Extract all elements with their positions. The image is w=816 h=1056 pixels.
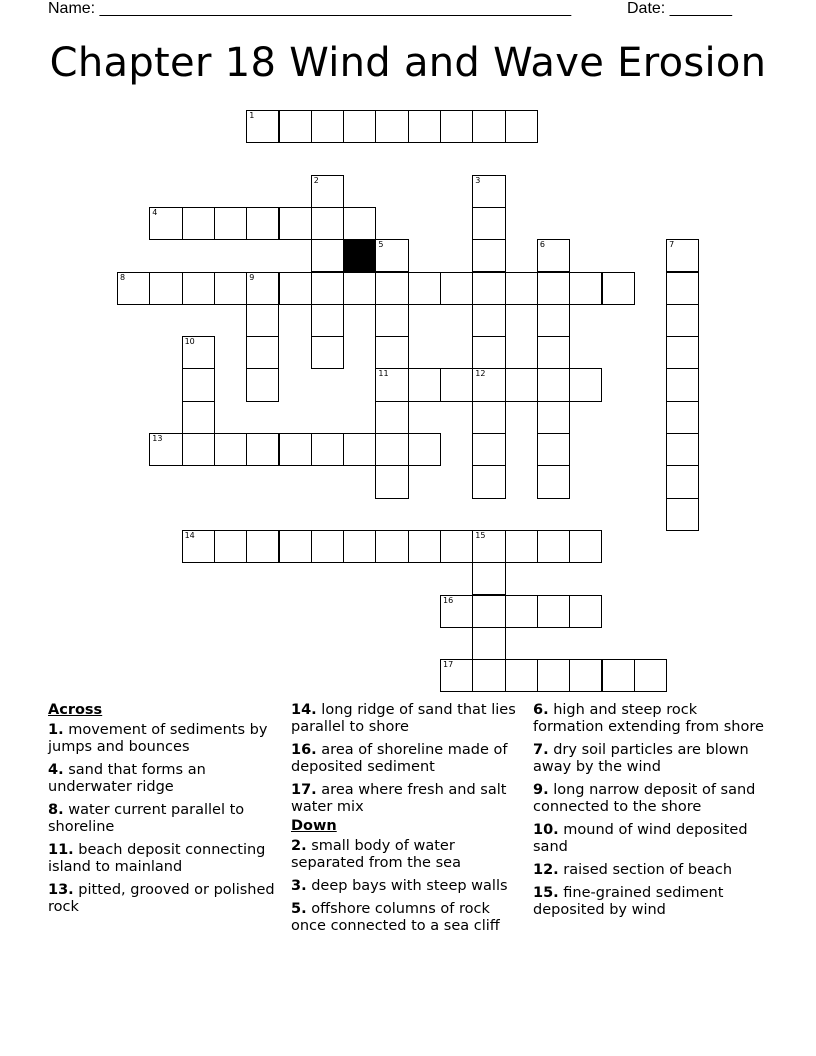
crossword-cell[interactable] (375, 239, 408, 272)
crossword-cell[interactable] (246, 530, 279, 563)
crossword-cell[interactable] (440, 595, 473, 628)
crossword-cell[interactable] (343, 207, 376, 240)
crossword-cell[interactable] (602, 272, 635, 305)
page-title: Chapter 18 Wind and Wave Erosion (49, 40, 767, 86)
clue-number-label: 8 (120, 272, 126, 282)
crossword-cell[interactable] (472, 272, 505, 305)
crossword-cell[interactable] (569, 595, 602, 628)
crossword-cell[interactable] (537, 239, 570, 272)
clue-number-label: 15 (475, 530, 486, 540)
crossword-cell[interactable] (666, 401, 699, 434)
crossword-cell[interactable] (149, 207, 182, 240)
crossword-cell[interactable] (182, 401, 215, 434)
clue-number-label: 16 (443, 595, 454, 605)
down-heading: Down (291, 818, 337, 834)
clue-number: 3. (291, 878, 307, 894)
crossword-cell[interactable] (634, 659, 667, 692)
clue-number: 11. (48, 842, 74, 858)
crossword-cell[interactable] (214, 530, 247, 563)
crossword-cell[interactable] (666, 465, 699, 498)
crossword-cell[interactable] (666, 498, 699, 531)
crossword-cell[interactable] (375, 433, 408, 466)
crossword-cell[interactable] (246, 336, 279, 369)
clue-text: sand that forms an underwater ridge (48, 762, 206, 795)
crossword-cell[interactable] (505, 368, 538, 401)
crossword-cell[interactable] (311, 530, 344, 563)
clue-across-1 (48, 722, 278, 756)
clue-text: small body of water separated from the sea (291, 838, 461, 871)
crossword-cell[interactable] (569, 530, 602, 563)
clue-number-label: 2 (313, 175, 319, 185)
crossword-cell[interactable] (472, 336, 505, 369)
clue-number: 2. (291, 838, 307, 854)
crossword-cell[interactable] (149, 272, 182, 305)
crossword-cell[interactable] (440, 110, 473, 143)
clue-across-17 (291, 782, 526, 816)
clue-down-6 (533, 702, 768, 736)
crossword-cell[interactable] (537, 401, 570, 434)
clue-number-label: 3 (475, 175, 481, 185)
clue-text: deep bays with steep walls (311, 878, 508, 894)
clue-number-label: 10 (184, 337, 195, 347)
clue-number: 15. (533, 885, 559, 901)
crossword-cell[interactable] (472, 659, 505, 692)
clue-number: 5. (291, 901, 307, 917)
crossword-cell[interactable] (666, 433, 699, 466)
clue-number-label: 1 (249, 111, 255, 120)
clue-number-label: 13 (152, 434, 163, 443)
clue-number: 10. (533, 822, 559, 838)
crossword-cell[interactable] (279, 110, 312, 143)
crossword-cell[interactable] (408, 368, 441, 401)
clue-down-10 (533, 822, 768, 856)
clue-text: mound of wind deposited sand (533, 822, 748, 855)
crossword-cell[interactable] (117, 272, 150, 305)
clue-across-8 (48, 802, 278, 836)
clue-number: 9. (533, 782, 549, 798)
clue-text: long ridge of sand that lies parallel to shore (291, 702, 516, 735)
crossword-cell[interactable] (246, 207, 279, 240)
clue-number-label: 9 (249, 272, 255, 282)
clue-text: offshore columns of rock once connected to a sea cliff (291, 901, 500, 934)
crossword-cell[interactable] (343, 272, 376, 305)
crossword-cell[interactable] (311, 175, 344, 208)
crossword-cell[interactable] (375, 272, 408, 305)
crossword-cell[interactable] (246, 272, 279, 305)
crossword-cell[interactable] (472, 562, 505, 595)
clue-text: area where fresh and salt water mix (291, 782, 507, 815)
crossword-cell[interactable] (182, 207, 215, 240)
crossword-cell[interactable] (666, 272, 699, 305)
crossword-cell[interactable] (343, 110, 376, 143)
crossword-cell[interactable] (375, 336, 408, 369)
crossword-cell[interactable] (472, 595, 505, 628)
clue-number: 6. (533, 702, 549, 718)
crossword-cell[interactable] (311, 433, 344, 466)
clue-down-15 (533, 885, 768, 919)
clue-text: pitted, grooved or polished rock (48, 882, 275, 915)
crossword-cell[interactable] (602, 659, 635, 692)
clue-text: high and steep rock formation extending from shore (533, 702, 764, 735)
crossword-cell[interactable] (569, 659, 602, 692)
clue-text: fine-grained sediment deposited by wind (533, 885, 724, 918)
crossword-cell[interactable] (408, 433, 441, 466)
crossword-cell[interactable] (569, 368, 602, 401)
crossword-cell[interactable] (440, 530, 473, 563)
clues-column-3 (533, 702, 768, 925)
clue-down-9 (533, 782, 768, 816)
clue-number: 4. (48, 762, 64, 778)
crossword-cell[interactable] (246, 368, 279, 401)
crossword-cell[interactable] (472, 175, 505, 208)
crossword-cell[interactable] (279, 272, 312, 305)
crossword-cell[interactable] (408, 530, 441, 563)
crossword-cell[interactable] (182, 433, 215, 466)
crossword-cell[interactable] (182, 368, 215, 401)
clue-text: beach deposit connecting island to mainland (48, 842, 266, 875)
clue-number-label: 5 (378, 240, 384, 250)
crossword-cell[interactable] (408, 110, 441, 143)
clue-down-12 (533, 862, 768, 879)
crossword-cell[interactable] (472, 239, 505, 272)
clue-text: raised section of beach (563, 862, 733, 878)
crossword-cell[interactable] (537, 465, 570, 498)
crossword-cell[interactable] (279, 530, 312, 563)
clues-column-1 (48, 702, 278, 922)
crossword-cell[interactable] (537, 304, 570, 337)
clue-text: dry soil particles are blown away by the wind (533, 742, 749, 775)
crossword-cell[interactable] (311, 110, 344, 143)
clue-down-7 (533, 742, 768, 776)
crossword-cell[interactable] (472, 465, 505, 498)
crossword-cell[interactable] (214, 433, 247, 466)
crossword-cell[interactable] (537, 530, 570, 563)
clue-number-label: 7 (669, 240, 675, 250)
clue-down-3 (291, 878, 526, 895)
crossword-cell[interactable] (472, 433, 505, 466)
crossword-cell[interactable] (343, 530, 376, 563)
clue-text: long narrow deposit of sand connected to the shore (533, 782, 756, 815)
crossword-cell[interactable] (375, 401, 408, 434)
crossword-black-cell (343, 239, 376, 272)
crossword-cell[interactable] (214, 272, 247, 305)
clue-number: 8. (48, 802, 64, 818)
name-line: Name: _____________________________________________________ (48, 0, 572, 17)
clue-number: 12. (533, 862, 559, 878)
crossword-cell[interactable] (246, 433, 279, 466)
crossword-cell[interactable] (311, 336, 344, 369)
crossword-cell[interactable] (666, 304, 699, 337)
clue-across-13 (48, 882, 278, 916)
crossword-cell[interactable] (149, 433, 182, 466)
clue-number: 16. (291, 742, 317, 758)
crossword-cell[interactable] (408, 272, 441, 305)
crossword-cell[interactable] (472, 627, 505, 660)
crossword-cell[interactable] (279, 433, 312, 466)
clue-number-label: 6 (539, 240, 545, 250)
crossword-cell[interactable] (537, 595, 570, 628)
crossword-cell[interactable] (246, 110, 279, 143)
crossword-cell[interactable] (666, 368, 699, 401)
crossword-cell[interactable] (246, 304, 279, 337)
crossword-cell[interactable] (472, 401, 505, 434)
crossword-cell[interactable] (505, 530, 538, 563)
crossword-cell[interactable] (666, 336, 699, 369)
crossword-cell[interactable] (537, 336, 570, 369)
clue-number: 1. (48, 722, 64, 738)
crossword-cell[interactable] (182, 530, 215, 563)
crossword-cell[interactable] (666, 239, 699, 272)
clues-column-2 (291, 702, 526, 941)
clue-text: water current parallel to shoreline (48, 802, 245, 835)
date-line: Date: _______ (627, 0, 732, 17)
clue-number: 13. (48, 882, 74, 898)
crossword-cell[interactable] (537, 659, 570, 692)
crossword-cell[interactable] (375, 368, 408, 401)
clue-text: movement of sediments by jumps and bounces (48, 722, 268, 755)
across-heading: Across (48, 702, 103, 718)
crossword-cell[interactable] (182, 336, 215, 369)
crossword-cell[interactable] (375, 465, 408, 498)
crossword-cell[interactable] (214, 207, 247, 240)
crossword-cell[interactable] (311, 272, 344, 305)
crossword-cell[interactable] (182, 272, 215, 305)
crossword-cell[interactable] (311, 207, 344, 240)
crossword-cell[interactable] (505, 110, 538, 143)
crossword-cell[interactable] (343, 433, 376, 466)
crossword-cell[interactable] (505, 272, 538, 305)
clue-across-4 (48, 762, 278, 796)
crossword-cell[interactable] (440, 368, 473, 401)
crossword-cell[interactable] (311, 239, 344, 272)
clue-down-2 (291, 838, 526, 872)
crossword-cell[interactable] (472, 530, 505, 563)
clue-number-label: 14 (184, 530, 195, 540)
crossword-cell[interactable] (311, 304, 344, 337)
clue-across-11 (48, 842, 278, 876)
crossword-cell[interactable] (472, 304, 505, 337)
crossword-cell[interactable] (279, 207, 312, 240)
clue-number-label: 12 (475, 369, 486, 379)
crossword-cell[interactable] (537, 272, 570, 305)
crossword-cell[interactable] (375, 304, 408, 337)
clue-text: area of shoreline made of deposited sediment (291, 742, 508, 775)
crossword-cell[interactable] (505, 659, 538, 692)
clue-across-16 (291, 742, 526, 776)
crossword-cell[interactable] (472, 110, 505, 143)
clue-number-label: 11 (378, 369, 389, 379)
crossword-cell[interactable] (472, 207, 505, 240)
clue-number-label: 4 (152, 207, 158, 217)
crossword-cell[interactable] (537, 368, 570, 401)
crossword-cell[interactable] (440, 272, 473, 305)
clue-number: 14. (291, 702, 317, 718)
crossword-cell[interactable] (537, 433, 570, 466)
crossword-cell[interactable] (440, 659, 473, 692)
crossword-cell[interactable] (569, 272, 602, 305)
clue-down-5 (291, 901, 526, 935)
clue-number-label: 17 (443, 660, 454, 670)
crossword-cell[interactable] (375, 110, 408, 143)
crossword-cell[interactable] (505, 595, 538, 628)
crossword-cell[interactable] (375, 530, 408, 563)
clue-number: 7. (533, 742, 549, 758)
clue-number: 17. (291, 782, 317, 798)
crossword-cell[interactable] (472, 368, 505, 401)
clue-across-14 (291, 702, 526, 736)
